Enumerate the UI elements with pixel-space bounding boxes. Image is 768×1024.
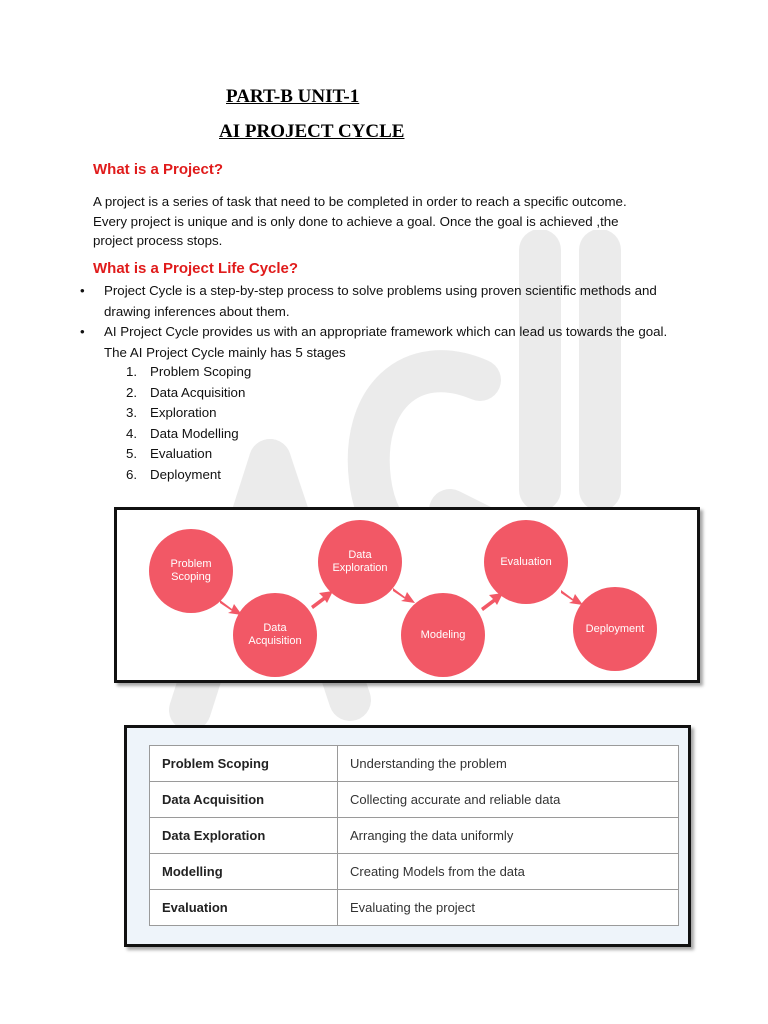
node-label: Modeling bbox=[420, 628, 466, 641]
bullet-line: drawing inferences about them. bbox=[104, 303, 290, 319]
node-label: Deployment bbox=[585, 622, 645, 635]
table-row bbox=[150, 782, 679, 818]
bullet-icon: • bbox=[80, 283, 85, 298]
section-heading-project: What is a Project? bbox=[93, 161, 224, 178]
node-evaluation bbox=[484, 520, 568, 604]
table-cell-description: Collecting accurate and reliable data bbox=[338, 782, 679, 818]
stage-number: 6. bbox=[126, 466, 138, 482]
list-item bbox=[80, 322, 720, 363]
section-heading-life-cycle: What is a Project Life Cycle? bbox=[93, 260, 299, 277]
node-label: Evaluation bbox=[500, 555, 552, 568]
table-row bbox=[150, 854, 679, 890]
paragraph-line: project process stops. bbox=[93, 233, 223, 248]
list-item bbox=[80, 281, 720, 322]
node-data-acquisition bbox=[233, 593, 317, 677]
stage-list bbox=[126, 362, 251, 485]
table-cell-stage: Modelling bbox=[150, 854, 338, 890]
stage-table bbox=[149, 745, 679, 926]
table-cell-stage: Data Acquisition bbox=[150, 782, 338, 818]
stage-label: Deployment bbox=[150, 466, 221, 482]
unit-title: PART-B UNIT-1 bbox=[226, 86, 360, 107]
bullet-line: Project Cycle is a step-by-step process to solve problems using proven scientific methods and bbox=[104, 283, 657, 298]
list-item bbox=[126, 444, 251, 465]
paragraph-line: Every project is unique and is only done to achieve a goal. Once the goal is achieved ,the bbox=[93, 213, 619, 229]
bullet-line: AI Project Cycle provides us with an appropriate framework which can lead us towards the goal. bbox=[104, 324, 668, 339]
arrow-down-right-icon bbox=[220, 597, 242, 615]
stage-label: Exploration bbox=[150, 405, 217, 420]
table-cell-description: Understanding the problem bbox=[338, 746, 679, 782]
arrow-down-right-icon bbox=[393, 585, 415, 603]
list-item bbox=[126, 424, 251, 445]
stage-number: 1. bbox=[126, 364, 138, 379]
node-label: Acquisition bbox=[248, 635, 302, 647]
list-item bbox=[126, 403, 251, 424]
stage-label: Problem Scoping bbox=[150, 364, 252, 379]
node-label: Exploration bbox=[332, 562, 388, 574]
node-label: Scoping bbox=[171, 571, 211, 583]
table-row bbox=[150, 890, 679, 926]
node-modeling bbox=[401, 593, 485, 677]
bullet-icon: • bbox=[80, 324, 85, 339]
stage-label: Data Modelling bbox=[150, 425, 239, 441]
arrow-up-right-icon bbox=[481, 593, 503, 611]
page-title: AI PROJECT CYCLE bbox=[219, 121, 405, 142]
table-cell-stage: Problem Scoping bbox=[150, 746, 338, 782]
list-item bbox=[126, 362, 251, 383]
node-label: Data bbox=[348, 549, 372, 561]
list-item bbox=[126, 465, 251, 486]
node-label: Problem bbox=[170, 558, 212, 570]
table-cell-stage: Data Exploration bbox=[150, 818, 338, 854]
stage-number: 5. bbox=[126, 446, 138, 461]
arrow-up-right-icon bbox=[311, 591, 333, 609]
node-deployment bbox=[573, 587, 657, 671]
table-row bbox=[150, 818, 679, 854]
node-label: Data bbox=[263, 622, 287, 634]
table-cell-description: Evaluating the project bbox=[338, 890, 679, 926]
cycle-diagram bbox=[114, 507, 700, 683]
paragraph-line: A project is a series of task that need to be completed in order to reach a specific outcome. bbox=[93, 194, 627, 209]
stage-number: 4. bbox=[126, 425, 138, 441]
stage-label: Evaluation bbox=[150, 446, 213, 461]
arrow-down-right-icon bbox=[561, 587, 583, 605]
table-cell-description: Creating Models from the data bbox=[338, 854, 679, 890]
table-cell-description: Arranging the data uniformly bbox=[338, 818, 679, 854]
stage-number: 2. bbox=[126, 384, 138, 400]
list-item bbox=[126, 383, 251, 404]
bullet-list bbox=[80, 281, 720, 363]
bullet-line: The AI Project Cycle mainly has 5 stages bbox=[104, 344, 346, 360]
stage-table-figure bbox=[124, 725, 691, 947]
table-cell-stage: Evaluation bbox=[150, 890, 338, 926]
stage-number: 3. bbox=[126, 405, 138, 420]
project-definition-paragraph bbox=[93, 192, 693, 251]
table-row bbox=[150, 746, 679, 782]
stage-label: Data Acquisition bbox=[150, 384, 246, 400]
